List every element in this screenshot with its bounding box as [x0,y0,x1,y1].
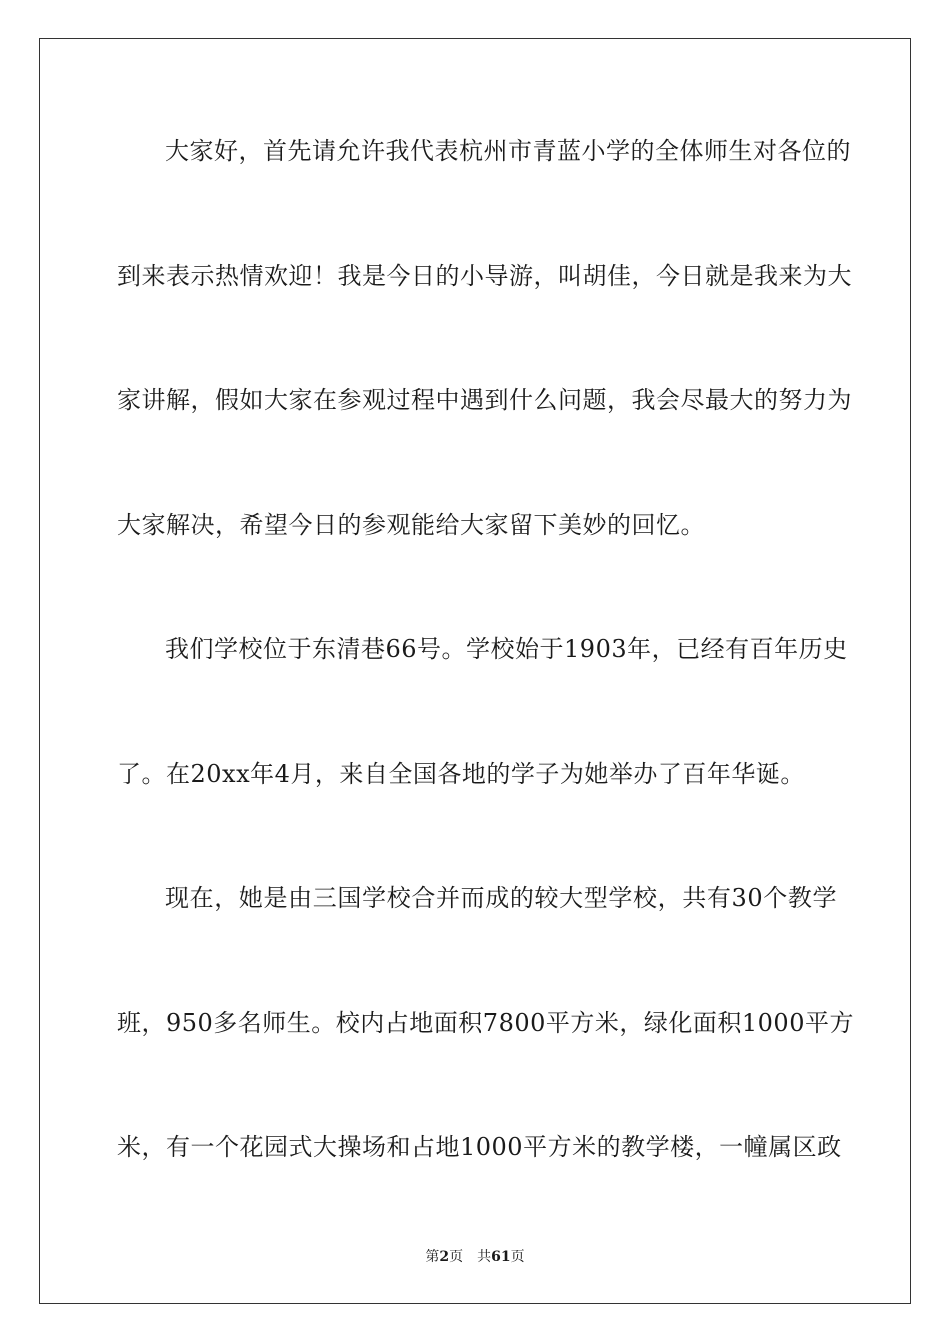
paragraph-1-line-3: 家讲解，假如大家在参观过程中遇到什么问题，我会尽最大的努力为 [117,386,852,414]
paragraph-2-line-2: 了。在20xx年4月，来自全国各地的学子为她举办了百年华诞。 [117,760,805,788]
paragraph-3-line-1: 现在，她是由三国学校合并而成的较大型学校，共有30个教学 [165,884,837,912]
paragraph-2-line-1: 我们学校位于东清巷66号。学校始于1903年，已经有百年历史 [165,635,848,663]
page-footer [0,1248,950,1266]
paragraph-1-line-1: 大家好，首先请允许我代表杭州市青蓝小学的全体师生对各位的 [165,137,851,165]
footer-page-number: 2 [439,1249,450,1265]
paragraph-1-line-2: 到来表示热情欢迎！我是今日的小导游，叫胡佳，今日就是我来为大 [117,262,852,290]
footer-total-suffix: 页 [510,1249,525,1265]
paragraph-3-line-3: 米，有一个花园式大操场和占地1000平方米的教学楼，一幢属区政 [117,1133,842,1161]
paragraph-3-line-2: 班，950多名师生。校内占地面积7800平方米，绿化面积1000平方 [117,1009,854,1037]
page-border [39,38,911,1304]
footer-total-pages: 61 [491,1249,511,1265]
footer-page-prefix: 第 [425,1249,440,1265]
footer-page-suffix: 页 [449,1249,464,1265]
paragraph-1-line-4: 大家解决，希望今日的参观能给大家留下美妙的回忆。 [117,511,705,539]
footer-total-prefix: 共 [477,1249,492,1265]
